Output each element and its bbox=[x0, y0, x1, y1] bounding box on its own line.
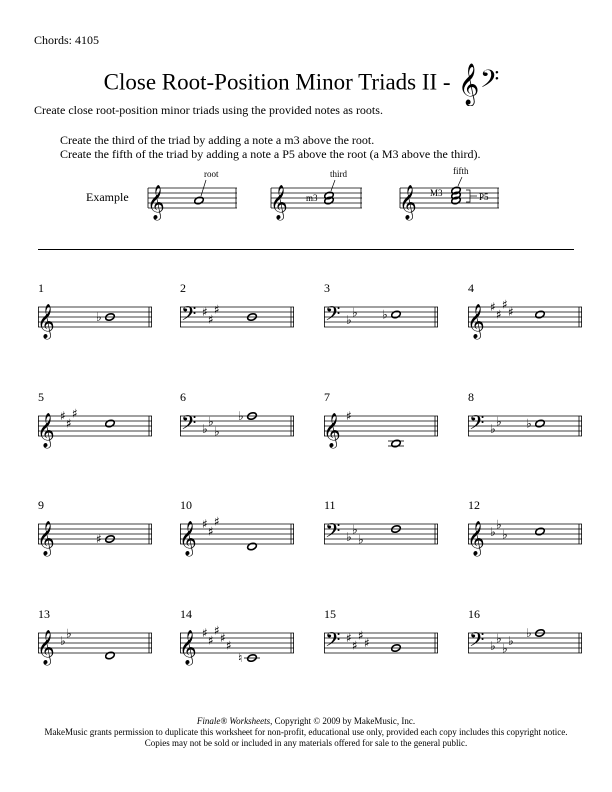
exercise-staff bbox=[324, 285, 444, 355]
exercise-staff bbox=[180, 502, 300, 572]
whole-note bbox=[535, 310, 546, 319]
exercise-number: 8 bbox=[468, 390, 474, 404]
svg-text:𝄞: 𝄞 bbox=[458, 64, 480, 105]
M3-label: M3 bbox=[430, 188, 443, 198]
exercise-number: 13 bbox=[38, 607, 50, 621]
key-signature-accidental: ♯ bbox=[202, 517, 208, 531]
flat-accidental: ♭ bbox=[526, 416, 532, 431]
bass-clef-icon: 𝄢 bbox=[181, 411, 197, 439]
key-signature-accidental: ♭ bbox=[352, 305, 358, 320]
exercise-staff bbox=[180, 394, 300, 464]
exercise-number: 10 bbox=[180, 498, 192, 512]
key-signature-accidental: ♯ bbox=[490, 300, 496, 314]
key-signature-accidental: ♯ bbox=[208, 633, 214, 648]
page-title bbox=[0, 62, 612, 106]
svg-text:𝄢: 𝄢 bbox=[480, 65, 500, 100]
key-signature-accidental: ♯ bbox=[60, 409, 66, 423]
key-signature-accidental: ♯ bbox=[202, 305, 208, 319]
natural-accidental: ♮ bbox=[238, 651, 243, 665]
treble-clef-icon: 𝄞 bbox=[37, 304, 55, 339]
key-signature-accidental: ♯ bbox=[202, 626, 208, 640]
third-label: third bbox=[330, 169, 347, 179]
key-signature-accidental: ♭ bbox=[496, 517, 502, 532]
treble-clef-icon: 𝄞 bbox=[323, 413, 341, 448]
bass-clef-icon: 𝄢 bbox=[325, 519, 341, 547]
key-signature-accidental: ♯ bbox=[364, 636, 370, 650]
exercise-number: 4 bbox=[468, 281, 474, 295]
exercise-staff bbox=[180, 285, 300, 355]
key-signature-accidental: ♭ bbox=[502, 527, 508, 542]
key-signature-accidental: ♯ bbox=[214, 514, 220, 529]
treble-clef-icon: 𝄞 bbox=[37, 521, 55, 556]
key-signature-accidental: ♭ bbox=[496, 631, 502, 646]
exercise-staff bbox=[324, 502, 444, 572]
key-signature-accidental: ♯ bbox=[208, 524, 214, 539]
whole-note bbox=[391, 310, 402, 319]
example-staves bbox=[0, 160, 612, 230]
whole-note bbox=[391, 439, 402, 448]
key-signature-accidental: ♯ bbox=[220, 631, 226, 645]
key-signature-accidental: ♯ bbox=[72, 406, 78, 421]
treble-clef-icon: 𝄞 bbox=[467, 521, 485, 556]
key-signature-accidental: ♯ bbox=[208, 312, 214, 327]
page-title-text: Close Root-Position Minor Triads II - bbox=[103, 69, 451, 95]
exercise-number: 2 bbox=[180, 281, 186, 295]
key-signature-accidental: ♭ bbox=[352, 522, 358, 537]
flat-accidental: ♭ bbox=[238, 409, 244, 423]
worksheet-id: Chords: 4105 bbox=[34, 33, 100, 47]
key-signature-accidental: ♯ bbox=[346, 409, 352, 423]
whole-note bbox=[194, 196, 205, 205]
exercise-staff bbox=[324, 394, 444, 464]
key-signature-accidental: ♭ bbox=[508, 634, 514, 648]
exercise-number: 12 bbox=[468, 498, 480, 512]
sharp-accidental: ♯ bbox=[96, 532, 102, 546]
section-divider bbox=[38, 249, 574, 250]
key-signature-accidental: ♭ bbox=[208, 414, 214, 429]
key-signature-accidental: ♯ bbox=[214, 623, 220, 638]
instruction-main: Create close root-position minor triads using the provided notes as roots. bbox=[34, 103, 383, 117]
key-signature-accidental: ♭ bbox=[346, 313, 352, 327]
exercise-number: 1 bbox=[38, 281, 44, 295]
exercise-number: 11 bbox=[324, 498, 336, 512]
instruction-step-fifth: Create the fifth of the triad by adding a note a P5 above the root (a M3 above the third). bbox=[60, 147, 481, 161]
exercise-staff bbox=[324, 611, 444, 681]
key-signature-accidental: ♯ bbox=[502, 297, 508, 312]
key-signature-accidental: ♭ bbox=[346, 530, 352, 544]
bass-clef-icon: 𝄢 bbox=[469, 628, 485, 656]
exercise-staff bbox=[468, 285, 588, 355]
exercise-staff bbox=[38, 611, 158, 681]
whole-note bbox=[535, 527, 546, 536]
example-staff-fifth bbox=[399, 166, 499, 221]
bass-clef-icon: 𝄢 bbox=[469, 411, 485, 439]
key-signature-accidental: ♭ bbox=[490, 639, 496, 653]
treble-clef-icon: 𝄞 bbox=[147, 185, 165, 220]
whole-note bbox=[247, 542, 258, 551]
bass-clef-icon: 𝄢 bbox=[325, 302, 341, 330]
footer-line-2: MakeMusic grants permission to duplicate this worksheet for non-profit, educational use only, provided each copy includes this copyright notice. bbox=[44, 727, 568, 737]
whole-note bbox=[535, 419, 546, 428]
fifth-label: fifth bbox=[453, 166, 469, 176]
example-staff-third bbox=[270, 169, 362, 221]
exercise-staff bbox=[38, 394, 158, 464]
key-signature-accidental: ♭ bbox=[66, 626, 72, 641]
exercise-number: 3 bbox=[324, 281, 330, 295]
whole-note bbox=[105, 419, 116, 428]
key-signature-accidental: ♭ bbox=[358, 532, 364, 547]
key-signature-accidental: ♭ bbox=[490, 422, 496, 436]
key-signature-accidental: ♯ bbox=[358, 628, 364, 643]
exercise-number: 15 bbox=[324, 607, 336, 621]
key-signature-accidental: ♭ bbox=[502, 641, 508, 656]
whole-note bbox=[105, 651, 116, 660]
exercise-staff bbox=[468, 611, 588, 681]
footer-copyright: , Copyright © 2009 by MakeMusic, Inc. bbox=[270, 716, 416, 726]
treble-clef-icon: 𝄞 bbox=[37, 413, 55, 448]
key-signature-accidental: ♭ bbox=[214, 424, 220, 439]
treble-clef-icon: 𝄞 bbox=[179, 521, 197, 556]
exercise-staff bbox=[180, 611, 300, 681]
key-signature-accidental: ♯ bbox=[346, 631, 352, 645]
flat-accidental: ♭ bbox=[382, 307, 388, 322]
footer-line-1 bbox=[0, 716, 612, 727]
treble-clef-icon: 𝄞 bbox=[37, 630, 55, 665]
key-signature-accidental: ♭ bbox=[60, 634, 66, 648]
exercise-number: 7 bbox=[324, 390, 330, 404]
instruction-step-third: Create the third of the triad by adding a note a m3 above the root. bbox=[60, 133, 375, 147]
example-staff-root bbox=[147, 169, 237, 221]
key-signature-accidental: ♯ bbox=[214, 302, 220, 317]
treble-clef-icon: 𝄞 bbox=[399, 185, 417, 220]
example-label: Example bbox=[86, 190, 129, 204]
exercise-staff bbox=[38, 285, 158, 355]
exercise-number: 14 bbox=[180, 607, 192, 621]
key-signature-accidental: ♭ bbox=[496, 414, 502, 429]
key-signature-accidental: ♭ bbox=[202, 422, 208, 436]
key-signature-accidental: ♯ bbox=[508, 305, 514, 319]
exercise-staff bbox=[38, 502, 158, 572]
P5-label: P5 bbox=[479, 192, 489, 202]
copyright-footer bbox=[0, 716, 612, 749]
treble-clef-icon: 𝄞 bbox=[467, 304, 485, 339]
exercise-staff bbox=[468, 394, 588, 464]
key-signature-accidental: ♯ bbox=[66, 416, 72, 431]
root-label: root bbox=[204, 169, 219, 179]
key-signature-accidental: ♯ bbox=[496, 307, 502, 322]
flat-accidental: ♭ bbox=[96, 310, 102, 324]
footer-line-3: Copies may not be sold or included in any materials offered for sale to the general public. bbox=[144, 738, 468, 748]
key-signature-accidental: ♭ bbox=[490, 525, 496, 539]
bass-clef-icon: 𝄢 bbox=[181, 302, 197, 330]
exercise-number: 5 bbox=[38, 390, 44, 404]
treble-clef-icon: 𝄞 bbox=[270, 185, 288, 220]
treble-clef-icon: 𝄞 bbox=[179, 630, 197, 665]
exercise-number: 9 bbox=[38, 498, 44, 512]
m3-label: m3 bbox=[306, 193, 318, 203]
key-signature-accidental: ♯ bbox=[352, 638, 358, 653]
bass-clef-icon: 𝄢 bbox=[325, 628, 341, 656]
exercise-staff bbox=[468, 502, 588, 572]
flat-accidental: ♭ bbox=[526, 626, 532, 640]
exercise-number: 6 bbox=[180, 390, 186, 404]
exercise-number: 16 bbox=[468, 607, 480, 621]
footer-brand: Finale® Worksheets bbox=[196, 716, 271, 726]
key-signature-accidental: ♯ bbox=[226, 638, 232, 653]
treble-bass-clef-icon bbox=[456, 62, 508, 106]
